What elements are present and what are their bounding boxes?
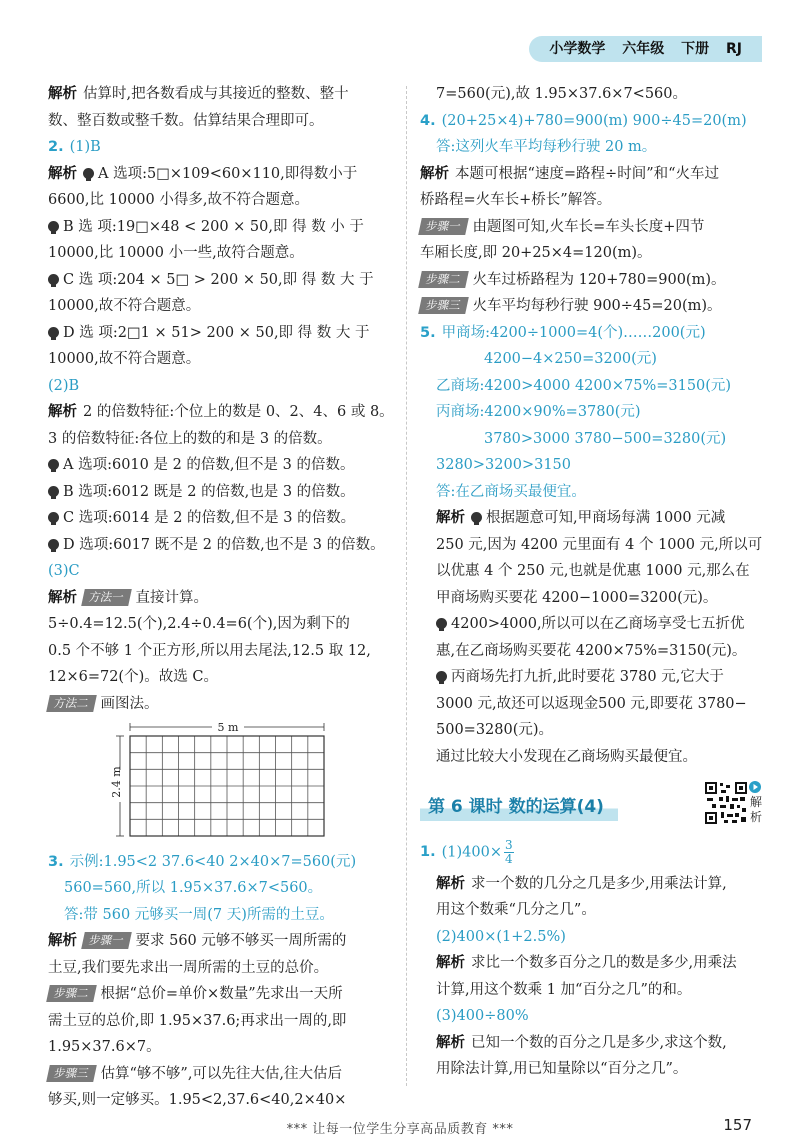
fraction-numerator: 3	[504, 837, 513, 852]
step-badge: 步骤一	[81, 932, 131, 949]
answer: 答:这列火车平均每秒行驶 20 m。	[436, 139, 657, 155]
answer: 乙商场:4200>4000 4200×75%=3150(元)	[436, 377, 732, 394]
left-column	[48, 82, 400, 1115]
answer: 甲商场:4200÷1000=4(个)……200(元)	[441, 324, 706, 341]
text-line: 3 的倍数特征:各位上的数的和是 3 的倍数。	[48, 430, 332, 447]
page-footer	[0, 1118, 800, 1138]
edition-label: RJ	[726, 41, 742, 57]
text-line: 要求 560 元够不够买一周所需的	[135, 933, 347, 949]
text-line: 够买,则一定够买。1.95<2,37.6<40,2×40×	[48, 1092, 347, 1108]
text-line: 求比一个数多百分之几的数是多少,用乘法	[471, 955, 737, 971]
text-line: 6600,比 10000 小得多,故不符合题意。	[48, 192, 309, 208]
text-line: 数、整百数或整千数。估算结果合理即可。	[48, 112, 324, 129]
grid-diagram	[112, 720, 332, 840]
answer: 3780>3000 3780−500=3280(元)	[484, 430, 727, 447]
column-divider	[406, 86, 407, 1086]
text-line: 根据题意可知,甲商场每满 1000 元减	[486, 510, 726, 526]
text-line: 3000 元,故还可以返现金500 元,即要花 3780−	[436, 695, 747, 712]
method-badge: 方法二	[46, 695, 96, 712]
analysis-label: 解析	[436, 510, 465, 526]
question-number: 4.	[420, 112, 436, 129]
answer: (20+25×4)+780=900(m) 900÷45=20(m)	[441, 112, 747, 129]
answer: (1)400×	[441, 844, 502, 860]
method-badge: 方法一	[81, 589, 131, 606]
answer: (3)C	[48, 563, 80, 579]
text-line: 0.5 个不够 1 个正方形,所以用去尾法,12.5 取 12,	[48, 642, 371, 659]
text-line: C 选 项:204 × 5□ > 200 × 50,即 得 数 大 于	[63, 271, 374, 288]
text-line: 10000,故不符合题意。	[48, 351, 201, 367]
grade-label: 六年级	[622, 41, 665, 57]
answer: 560=560,所以 1.95×37.6×7<560。	[64, 880, 323, 896]
text-line: 直接计算。	[135, 589, 208, 606]
qr-label: 解析	[750, 794, 763, 824]
step-badge: 步骤二	[418, 271, 468, 288]
footer-slogan: *** 让每一位学生分享高品质教育 ***	[286, 1122, 514, 1137]
step-badge: 步骤三	[418, 297, 468, 314]
step-badge: 步骤三	[46, 1065, 96, 1082]
text-line: D 选 项:2□1 × 51> 200 × 50,即 得 数 大 于	[63, 324, 370, 341]
text-line: 已知一个数的百分之几是多少,求这个数,	[471, 1034, 727, 1051]
analysis-label: 解析	[48, 404, 77, 420]
answer: (3)400÷80%	[436, 1008, 529, 1024]
answer: 丙商场:4200×90%=3780(元)	[436, 404, 641, 420]
step-badge: 步骤二	[46, 985, 96, 1002]
text-line: 计算,用这个数乘 1 加“百分之几”的和。	[436, 981, 692, 998]
text-line: 通过比较大小发现在乙商场购买最便宜。	[436, 748, 697, 765]
text-line: 5÷0.4=12.5(个),2.4÷0.4=6(个),因为剩下的	[48, 616, 350, 632]
answer: 4200−4×250=3200(元)	[484, 351, 657, 367]
bulb-icon	[83, 168, 94, 179]
text-line: 用除法计算,用已知量除以“百分之几”。	[436, 1061, 688, 1077]
text-line: C 选项:6014 是 2 的倍数,但不是 3 的倍数。	[63, 510, 356, 526]
answer: (1)B	[69, 139, 101, 155]
text-line: 甲商场购买要花 4200−1000=3200(元)。	[436, 589, 718, 606]
grid-svg	[112, 720, 332, 840]
bulb-icon	[436, 618, 447, 629]
bulb-icon	[48, 459, 59, 470]
analysis-label: 解析	[48, 933, 77, 949]
text-line: 估算时,把各数看成与其接近的整数、整十	[83, 86, 349, 102]
question-number: 2.	[48, 139, 64, 155]
text-line: A 选项:5□×109<60×110,即得数小于	[98, 165, 358, 182]
analysis-label: 解析	[48, 165, 77, 182]
text-line: 车厢长度,即 20+25×4=120(m)。	[420, 245, 652, 261]
answer: (2)400×(1+2.5%)	[436, 928, 566, 945]
text-line: 10000,故不符合题意。	[48, 298, 201, 314]
answer: 3280>3200>3150	[436, 457, 572, 473]
bulb-icon	[471, 512, 482, 523]
analysis-label: 解析	[436, 1034, 465, 1051]
grid-height-label: 2.4 m	[110, 765, 123, 798]
text-line: 丙商场先打九折,此时要花 3780 元,它大于	[451, 669, 724, 685]
answer: (2)B	[48, 377, 80, 394]
qr-code-icon[interactable]	[704, 781, 748, 825]
play-icon[interactable]	[749, 781, 761, 793]
analysis-label: 解析	[436, 955, 465, 971]
right-column	[420, 82, 764, 1084]
question-number: 5.	[420, 324, 436, 341]
answer: 示例:1.95<2 37.6<40 2×40×7=560(元)	[69, 853, 357, 870]
text-line: 本题可根据“速度=路程÷时间”和“火车过	[455, 165, 720, 182]
page-number: 157	[723, 1116, 752, 1134]
lesson-title: 第 6 课时 数的运算(4)	[420, 793, 618, 821]
question-number: 3.	[48, 853, 64, 870]
text-line: 以优惠 4 个 250 元,也就是优惠 1000 元,那么在	[436, 563, 750, 579]
text-line: B 选项:6012 既是 2 的倍数,也是 3 的倍数。	[63, 483, 355, 500]
book-info-tab	[529, 36, 762, 62]
answer: 答:在乙商场买最便宜。	[436, 483, 586, 500]
bulb-icon	[436, 671, 447, 682]
text-line: 估算“够不够”,可以先往大估,往大估后	[100, 1065, 343, 1082]
analysis-label: 解析	[48, 86, 77, 102]
text-line: 7=560(元),故 1.95×37.6×7<560。	[436, 86, 688, 102]
answer: 答:带 560 元够买一周(7 天)所需的土豆。	[64, 906, 334, 923]
text-line: 用这个数乘“几分之几”。	[436, 902, 596, 918]
grid-width-label: 5 m	[217, 720, 239, 734]
text-line: D 选项:6017 既不是 2 的倍数,也不是 3 的倍数。	[63, 536, 385, 553]
fraction	[504, 839, 514, 866]
text-line: 需土豆的总价,即 1.95×37.6;再求出一周的,即	[48, 1012, 347, 1029]
text-line: 土豆,我们要先求出一周所需的土豆的总价。	[48, 959, 329, 976]
text-line: 4200>4000,所以可以在乙商场享受七五折优	[451, 616, 745, 632]
text-line: 2 的倍数特征:个位上的数是 0、2、4、6 或 8。	[83, 404, 394, 420]
subject-label: 小学数学	[549, 41, 606, 57]
page-header	[0, 0, 800, 64]
text-line: 惠,在乙商场购买要花 4200×75%=3150(元)。	[436, 642, 747, 659]
text-line: 根据“总价=单价×数量”先求出一天所	[100, 986, 343, 1002]
text-line: 火车过桥路程为 120+780=900(m)。	[472, 271, 726, 288]
text-line: 火车平均每秒行驶 900÷45=20(m)。	[472, 298, 722, 314]
question-number: 1.	[420, 844, 436, 860]
bulb-icon	[48, 274, 59, 285]
text-line: B 选 项:19□×48 < 200 × 50,即 得 数 小 于	[63, 218, 364, 235]
analysis-label: 解析	[48, 589, 77, 606]
lesson-header	[420, 779, 764, 835]
text-line: 250 元,因为 4200 元里面有 4 个 1000 元,所以可	[436, 536, 763, 553]
text-line: 桥路程=火车长+桥长”解答。	[420, 192, 612, 208]
text-line: 500=3280(元)。	[436, 722, 554, 738]
bulb-icon	[48, 327, 59, 338]
text-line: 由题图可知,火车长=车头长度+四节	[472, 218, 705, 235]
text-line: 10000,比 10000 小一些,故符合题意。	[48, 245, 304, 261]
text-line: 求一个数的几分之几是多少,用乘法计算,	[471, 875, 727, 892]
fraction-denominator: 4	[504, 851, 513, 866]
bulb-icon	[48, 486, 59, 497]
text-line: 画图法。	[100, 695, 159, 712]
text-line: 1.95×37.6×7。	[48, 1039, 161, 1055]
analysis-label: 解析	[420, 165, 449, 182]
text-line: A 选项:6010 是 2 的倍数,但不是 3 的倍数。	[63, 457, 355, 473]
volume-label: 下册	[681, 41, 710, 57]
bulb-icon	[48, 221, 59, 232]
analysis-label: 解析	[436, 875, 465, 892]
bulb-icon	[48, 512, 59, 523]
text-line: 12×6=72(个)。故选 C。	[48, 669, 218, 685]
bulb-icon	[48, 539, 59, 550]
step-badge: 步骤一	[418, 218, 468, 235]
